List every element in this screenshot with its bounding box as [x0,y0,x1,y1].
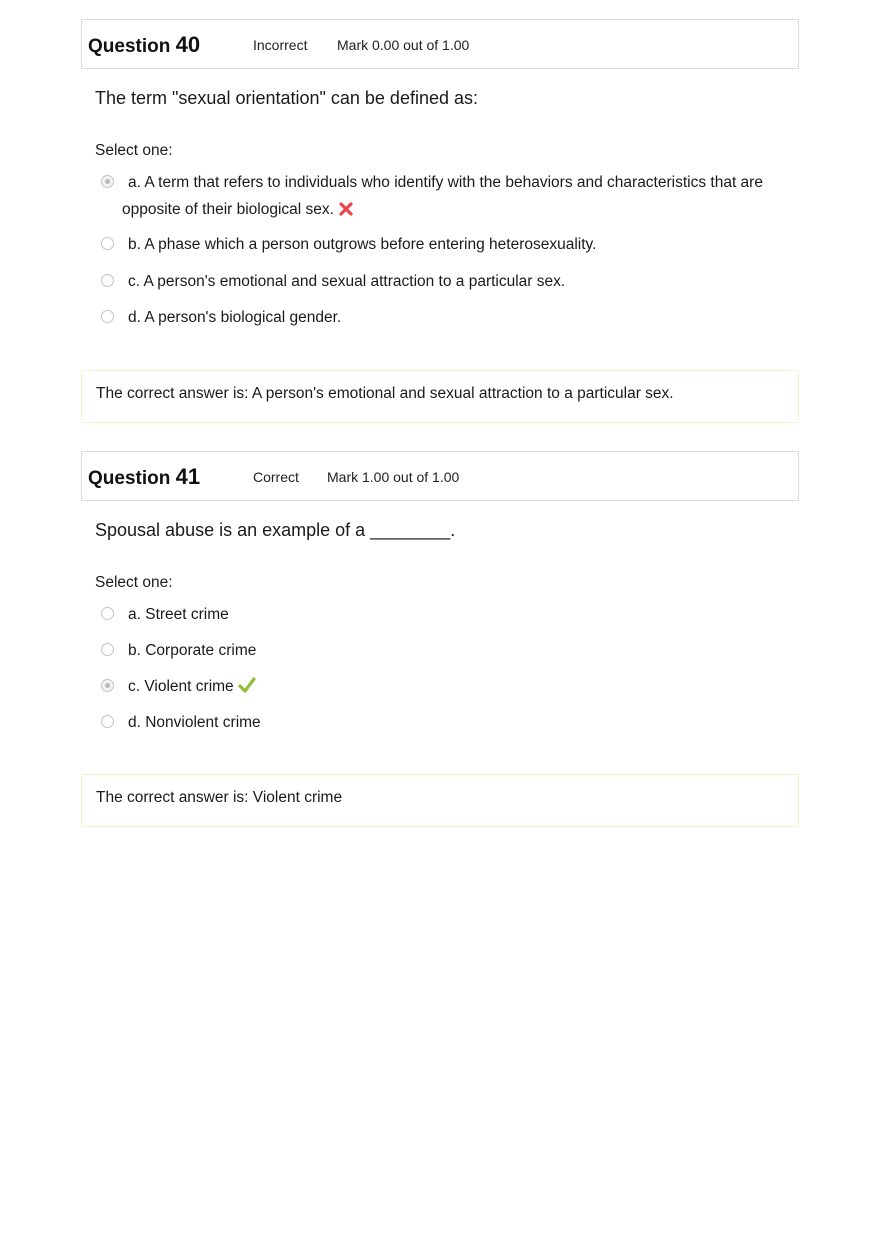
option-label: b. Corporate crime [128,642,257,659]
option-label: a. Street crime [128,606,229,623]
option-label: d. A person's biological gender. [128,309,342,326]
radio-button[interactable] [101,679,114,692]
question-number: 41 [175,464,201,489]
incorrect-icon [338,201,354,217]
answer-option-c[interactable] [101,673,781,700]
radio-button[interactable] [101,715,114,728]
question-41-header [81,451,799,501]
question-text: The term "sexual orientation" can be defined as: [95,88,479,108]
question-text: Spousal abuse is an example of a ________. [95,520,456,540]
question-40-header [81,19,799,69]
answer-option-a[interactable] [101,169,781,223]
radio-button[interactable] [101,237,114,250]
radio-button[interactable] [101,175,114,188]
radio-button[interactable] [101,274,114,287]
answer-option-c[interactable] [101,268,781,295]
option-label: a. A term that refers to individuals who identify with the behaviors and characteristics that are opposite of their biological sex. [122,174,763,218]
radio-button[interactable] [101,310,114,323]
answer-option-a[interactable] [101,601,781,628]
radio-button[interactable] [101,607,114,620]
option-label: c. A person's emotional and sexual attraction to a particular sex. [128,273,566,290]
question-state: Incorrect [253,37,308,53]
answer-option-d[interactable] [101,709,781,736]
correct-icon [238,676,256,694]
correct-answer-text: The correct answer is: A person's emotional and sexual attraction to a particular sex. [96,385,674,402]
answer-option-d[interactable] [101,304,781,331]
answer-option-b[interactable] [101,231,781,258]
select-one-prompt: Select one: [95,574,173,591]
select-one-prompt: Select one: [95,142,173,159]
question-mark: Mark 0.00 out of 1.00 [337,37,470,53]
option-label: b. A phase which a person outgrows before entering heterosexuality. [128,236,597,253]
question-mark: Mark 1.00 out of 1.00 [327,469,460,485]
feedback-box [81,370,799,423]
question-title: Question 41 [88,464,201,489]
question-title: Question 40 [88,32,201,57]
option-label: d. Nonviolent crime [128,714,261,731]
answer-option-b[interactable] [101,637,781,664]
question-number: 40 [175,32,201,57]
correct-answer-text: The correct answer is: Violent crime [96,789,343,806]
option-label: c. Violent crime [128,678,234,695]
radio-button[interactable] [101,643,114,656]
question-state: Correct [253,469,299,485]
feedback-box [81,774,799,827]
